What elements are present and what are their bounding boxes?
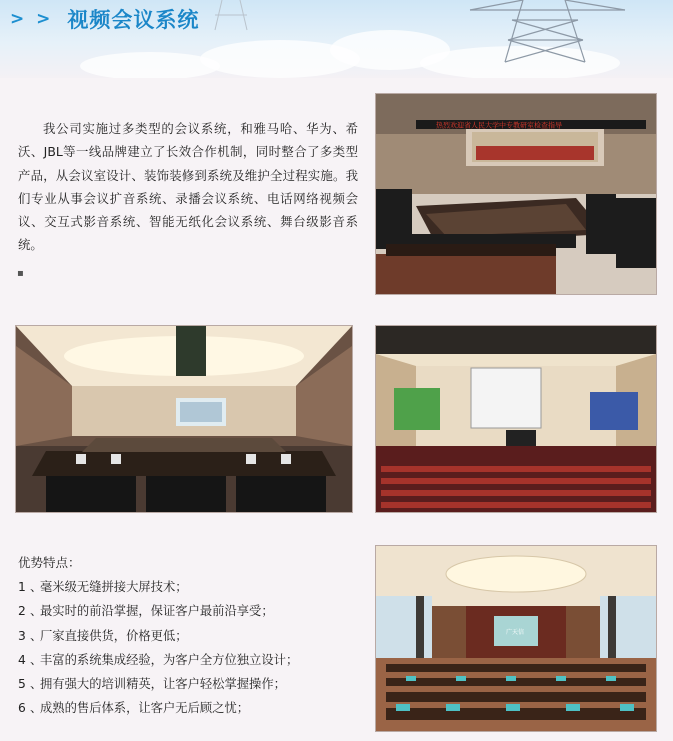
list-item: 2 、最实时的前沿掌握，保证客户最前沿享受； [18, 604, 274, 619]
advantages-title: 优势特点： [18, 555, 81, 570]
header-title [10, 4, 199, 34]
list-item: 3 、厂家直接供货，价格更低； [18, 628, 188, 643]
double-chevron-icon: > > [10, 9, 54, 29]
screen-text: 广天信 [506, 629, 525, 636]
list-item: 5 、拥有强大的培训精英，让客户轻松掌握操作； [18, 677, 286, 692]
classroom-illustration [376, 546, 656, 731]
square-table-room-illustration [16, 326, 352, 512]
video-conference-room-illustration [376, 94, 656, 294]
list-item: 4 、丰富的系统集成经验，为客户全方位独立设计； [18, 652, 299, 667]
intro-paragraph: 我公司实施过多类型的会议系统，和雅马哈、华为、希沃、JBL等一线品牌建立了长效合作机制，同时整合了多类型产品，从会议室设计、装饰装修到系统及维护全过程实施。我们专业从事会议扩音系统、录播会议系统、电话网络视频会议、交互式影音系统、智能无纸化会议系统、舞台级影音系统。 [18, 121, 358, 253]
header-banner [0, 0, 673, 78]
advantages-list [18, 575, 298, 721]
auditorium-screens-photo [375, 325, 657, 513]
auditorium-illustration [376, 326, 656, 512]
square-table-meeting-room-photo [15, 325, 353, 513]
welcome-banner-text: 热烈欢迎省人民大学中专教研室检查指导 [436, 121, 562, 130]
list-item: 6 、成熟的售后体系，让客户无后顾之忧； [18, 701, 250, 716]
video-conference-room-photo [375, 93, 657, 295]
classroom-desks-photo [375, 545, 657, 732]
trailing-mark: ▪ [17, 268, 24, 279]
list-item: 1 、毫米级无缝拼接大屏技术； [18, 580, 188, 594]
page-title: 视频会议系统 [67, 8, 200, 32]
